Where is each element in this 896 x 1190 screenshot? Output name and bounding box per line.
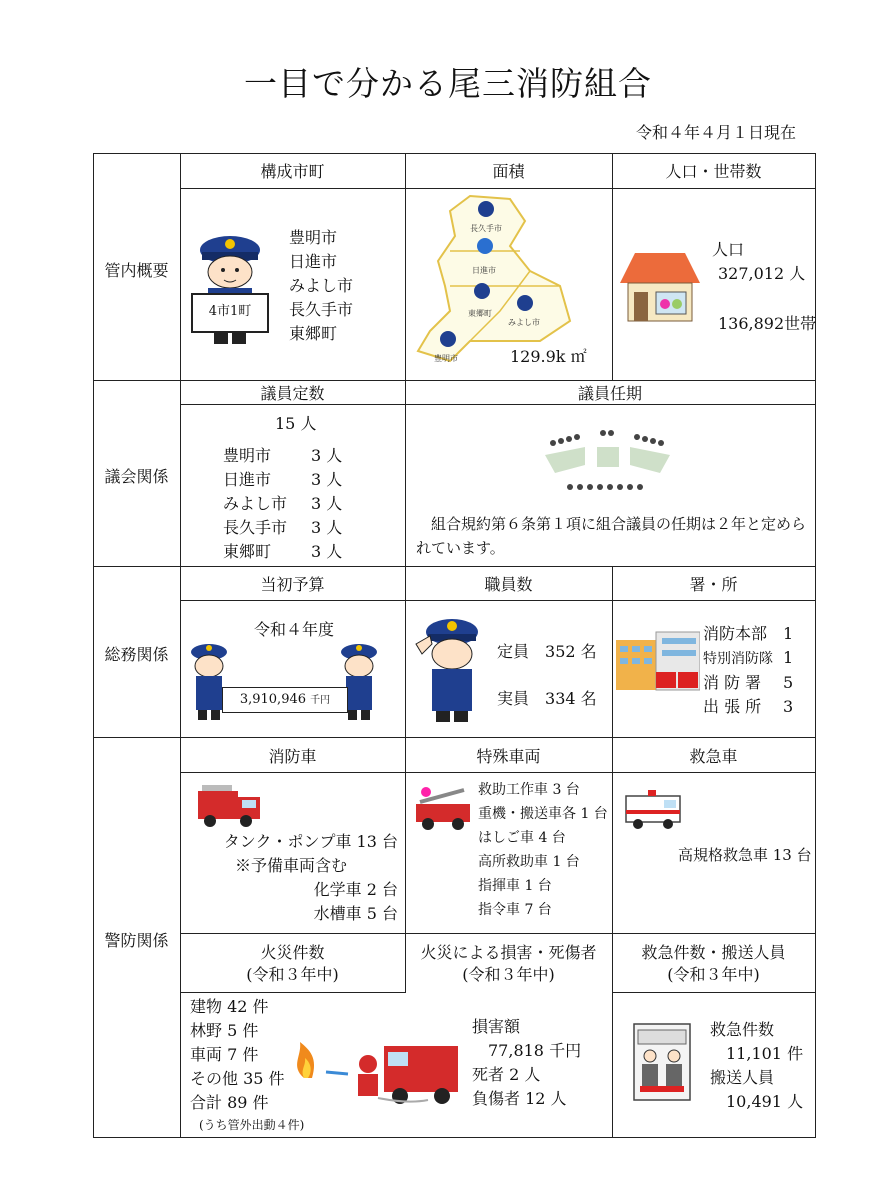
population-value: 327,012 人 [718,264,806,283]
saluting-firefighter-illustration [410,614,490,724]
special-vehicle-item: 重機・搬送車各 1 台 [478,806,608,822]
header-ambulances: 救急車 [689,747,738,766]
svg-text:東郷町: 東郷町 [468,309,492,318]
fire-case-item: その他 35 件 [190,1069,285,1088]
station-row: 消防本部 1 [703,624,794,643]
station-list [703,622,793,719]
deaths: 死者 2 人 [472,1065,541,1084]
budget-amount: 3,910,946 [239,692,307,707]
damage-label: 損害額 [472,1017,521,1036]
page-title: 一目で分かる尾三消防組合 [244,64,652,103]
special-vehicle-item: はしご車 4 台 [478,830,566,846]
header-staff: 職員数 [484,575,533,594]
header-ems-cases: 救急件数・搬送人員 (令和３年中) [641,943,786,984]
fire-engine-item: タンク・ポンプ車 13 台 [223,832,398,851]
svg-text:みよし市: みよし市 [508,318,540,327]
category-fire: 警防関係 [104,931,169,950]
seat-row: みよし市 3 人 [223,494,343,513]
fire-case-item: 建物 42 件 [190,997,269,1016]
damage-amount: 77,818 千円 [488,1041,582,1060]
header-fire-engines: 消防車 [268,747,317,766]
council-total: 15 人 [275,414,317,433]
ems-list [710,1018,803,1114]
fire-engine-list [180,830,398,926]
council-term-text: 組合規約第６条第１項に組合議員の任期は２年と定められています。 [416,515,807,557]
seat-row: 日進市 3 人 [223,470,343,489]
municipality-item: 長久手市 [289,300,354,319]
special-vehicle-item: 救助工作車 3 台 [478,782,580,798]
fire-engine-item: 水槽車 5 台 [313,904,398,923]
ems-cases-label: 救急件数 [710,1020,775,1039]
ambulance-count: 高規格救急車 13 台 [678,846,812,864]
special-vehicle-item: 高所救助車 1 台 [478,854,580,870]
council-illustration [545,425,670,500]
header-municipalities: 構成市町 [260,162,325,181]
fire-cases-note: (うち管外出動４件) [199,1118,305,1132]
firefighting-scene-illustration [288,1028,460,1106]
council-seat-list [223,444,342,564]
staff-list [497,640,597,711]
staff-row: 実員 334 名 [497,689,597,708]
municipality-item: 豊明市 [289,228,338,247]
budget-unit: 千円 [310,695,331,706]
fire-case-item: 合計 89 件 [190,1093,269,1112]
svg-text:日進市: 日進市 [472,266,496,275]
budget-year: 令和４年度 [254,620,335,639]
ems-cases-value: 11,101 件 [726,1044,804,1063]
category-council: 議会関係 [104,467,169,486]
budget-banner [222,687,348,713]
category-overview: 管内概要 [104,261,169,280]
header-council-seats: 議員定数 [260,384,325,403]
fire-case-item: 林野 5 件 [190,1021,259,1040]
staff-row: 定員 352 名 [497,642,597,661]
fire-engine-item: ※予備車両含む [235,856,348,875]
municipality-item: みよし市 [289,276,354,295]
header-population: 人口・世帯数 [665,162,762,181]
households-value: 136,892世帯 [718,314,817,333]
header-council-term: 議員任期 [577,384,642,403]
fire-station-illustration [616,630,700,692]
header-fire-cases: 火災件数 (令和３年中) [246,943,339,984]
transported-label: 搬送人員 [710,1068,775,1087]
area-map [410,191,600,371]
area-value: 129.9k ㎡ [510,347,587,366]
fire-engine-illustration [196,783,262,829]
fire-engine-item: 化学車 2 台 [313,880,398,899]
fire-case-item: 車両 7 件 [190,1045,259,1064]
station-row: 特別消防隊 1 [703,648,794,667]
municipality-item: 東郷町 [289,324,338,343]
header-fire-damage: 火災による損害・死傷者 (令和３年中) [420,943,597,984]
house-illustration [620,248,700,323]
injuries: 負傷者 12 人 [472,1089,567,1108]
seat-row: 東郷町 3 人 [223,542,343,561]
special-vehicle-list [478,778,608,922]
municipality-list [289,226,353,346]
municipality-item: 日進市 [289,252,338,271]
ems-illustration [632,1022,692,1102]
svg-text:豊明市: 豊明市 [434,354,458,363]
special-vehicle-item: 指令車 7 台 [478,902,552,918]
transported-value: 10,491 人 [726,1092,804,1111]
ambulance-illustration [624,788,684,830]
special-vehicle-item: 指揮車 1 台 [478,878,552,894]
svg-text:長久手市: 長久手市 [470,224,502,233]
station-row: 出 張 所 3 [703,697,794,716]
header-special-vehicles: 特殊車両 [476,747,541,766]
special-vehicle-illustration [412,786,474,832]
station-row: 消 防 署 5 [703,673,794,692]
category-general: 総務関係 [104,645,169,664]
sign-board: 4市1町 [191,293,269,333]
header-budget: 当初予算 [260,575,325,594]
seat-row: 豊明市 3 人 [223,446,343,465]
population-label: 人口 [712,240,745,259]
fire-cases-list [190,995,285,1115]
header-stations: 署・所 [689,575,738,594]
header-area: 面積 [492,162,525,181]
as-of-date: 令和４年４月１日現在 [635,123,796,142]
fire-damage-list [472,1015,581,1111]
seat-row: 長久手市 3 人 [223,518,343,537]
